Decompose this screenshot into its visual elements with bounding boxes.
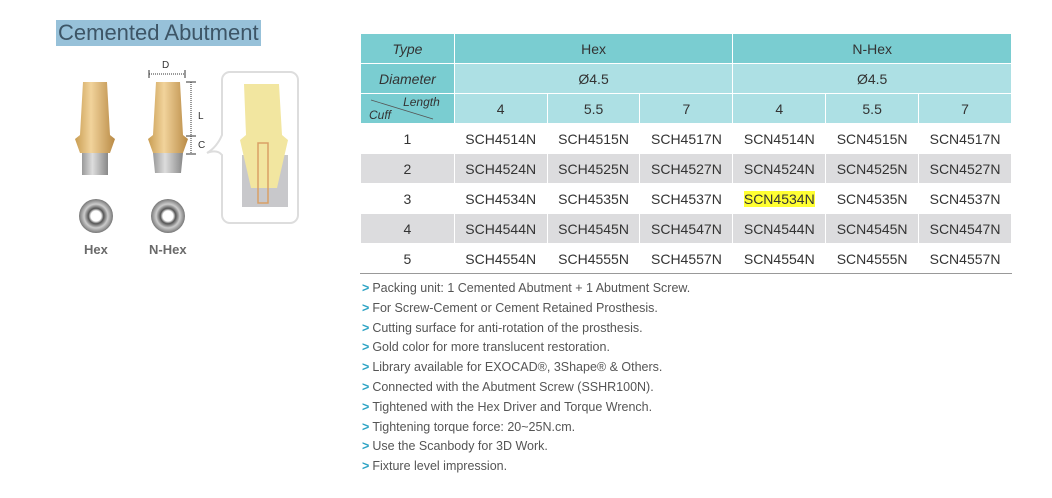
note-item xyxy=(362,398,690,418)
dim-c-label: C xyxy=(198,140,206,151)
note-text: Tightening torque force: 20~25N.cm. xyxy=(372,419,576,434)
type-n-hex: N-Hex xyxy=(733,34,1012,64)
product-code: SCH4547N xyxy=(651,220,722,237)
product-code-cell xyxy=(919,244,1012,274)
chevron-right-icon: > xyxy=(362,439,370,454)
product-code-cell xyxy=(454,154,547,184)
note-text: Use the Scanbody for 3D Work. xyxy=(372,439,548,454)
product-code: SCN4527N xyxy=(929,160,1001,177)
cuff-value: 2 xyxy=(361,154,455,184)
product-code: SCH4515N xyxy=(558,130,629,147)
table-row xyxy=(361,184,1012,214)
product-code: SCH4555N xyxy=(558,250,629,267)
product-code-cell xyxy=(733,124,826,154)
product-code-cell xyxy=(826,154,919,184)
product-code: SCN4515N xyxy=(836,130,908,147)
hex-abutment-image xyxy=(75,82,115,233)
note-text: Cutting surface for anti-rotation of the prosthesis. xyxy=(372,320,643,335)
product-code: SCH4537N xyxy=(651,190,722,207)
product-code: SCN4524N xyxy=(743,160,815,177)
note-item xyxy=(362,378,690,398)
n-hex-abutment-image xyxy=(148,82,188,233)
product-code: SCN4544N xyxy=(743,220,815,237)
product-code-cell xyxy=(640,214,733,244)
cuff-value: 4 xyxy=(361,214,455,244)
product-code-cell xyxy=(640,184,733,214)
note-text: Tightened with the Hex Driver and Torque Wrench. xyxy=(372,399,653,414)
product-code-cell xyxy=(640,154,733,184)
cuff-value: 3 xyxy=(361,184,455,214)
product-code-cell xyxy=(640,244,733,274)
chevron-right-icon: > xyxy=(362,300,370,315)
length-label: Length xyxy=(403,95,440,109)
length-header: 5.5 xyxy=(826,94,919,124)
product-code-cell xyxy=(454,124,547,154)
product-code: SCN4514N xyxy=(743,130,815,147)
note-text: Gold color for more translucent restoration. xyxy=(372,340,610,355)
diameter-hex: Ø4.5 xyxy=(454,64,733,94)
dim-d-label: D xyxy=(162,60,170,71)
note-text: Library available for EXOCAD®, 3Shape® & Others. xyxy=(372,360,663,375)
product-code-cell xyxy=(547,214,640,244)
product-code-cell xyxy=(826,184,919,214)
product-code: SCH4524N xyxy=(465,160,537,177)
product-code: SCN4545N xyxy=(836,220,908,237)
note-text: Connected with the Abutment Screw (SSHR100N). xyxy=(372,379,654,394)
product-code: SCN4557N xyxy=(929,250,1001,267)
cuff-length-header xyxy=(361,94,455,124)
chevron-right-icon: > xyxy=(362,340,370,355)
note-item xyxy=(362,457,690,477)
note-item xyxy=(362,358,690,378)
chevron-right-icon: > xyxy=(362,360,370,375)
chevron-right-icon: > xyxy=(362,320,370,335)
product-code-cell xyxy=(826,124,919,154)
product-code-cell xyxy=(547,184,640,214)
product-code-cell xyxy=(454,184,547,214)
length-header: 4 xyxy=(733,94,826,124)
product-code-cell xyxy=(733,154,826,184)
cuff-value: 1 xyxy=(361,124,455,154)
product-code: SCN4517N xyxy=(929,130,1001,147)
diameter-row xyxy=(361,64,1012,94)
diameter-n-hex: Ø4.5 xyxy=(733,64,1012,94)
product-code-cell xyxy=(547,124,640,154)
table-row xyxy=(361,124,1012,154)
chevron-right-icon: > xyxy=(362,399,370,414)
product-code: SCH4557N xyxy=(651,250,722,267)
n-hex-label: N-Hex xyxy=(149,242,187,257)
product-code-cell xyxy=(919,154,1012,184)
length-header: 7 xyxy=(919,94,1012,124)
product-code: SCN4537N xyxy=(929,190,1001,207)
cuff-value: 5 xyxy=(361,244,455,274)
product-code-cell xyxy=(733,184,826,214)
product-code-cell xyxy=(454,244,547,274)
note-item xyxy=(362,338,690,358)
note-item xyxy=(362,437,690,457)
product-code-cell xyxy=(826,244,919,274)
product-code-cell xyxy=(640,124,733,154)
product-code-cell xyxy=(919,214,1012,244)
table-row xyxy=(361,214,1012,244)
product-code: SCN4534N xyxy=(743,190,815,207)
product-code: SCN4547N xyxy=(929,220,1001,237)
note-item xyxy=(362,319,690,339)
product-code-cell xyxy=(733,214,826,244)
product-code: SCN4535N xyxy=(836,190,908,207)
product-code: SCN4554N xyxy=(743,250,815,267)
cross-section-callout xyxy=(207,72,298,223)
dim-l-label: L xyxy=(198,111,204,122)
chevron-right-icon: > xyxy=(362,459,370,474)
type-header: Type xyxy=(361,34,455,64)
chevron-right-icon: > xyxy=(362,419,370,434)
length-header: 5.5 xyxy=(547,94,640,124)
page-title: Cemented Abutment xyxy=(58,20,259,45)
product-code: SCH4544N xyxy=(465,220,537,237)
chevron-right-icon: > xyxy=(362,281,370,295)
product-code-cell xyxy=(919,184,1012,214)
type-hex: Hex xyxy=(454,34,733,64)
product-code: SCH4525N xyxy=(558,160,629,177)
diameter-header: Diameter xyxy=(361,64,455,94)
product-code: SCH4554N xyxy=(465,250,537,267)
note-item xyxy=(362,279,690,299)
product-code: SCH4545N xyxy=(558,220,629,237)
product-code-cell xyxy=(733,244,826,274)
product-code-cell xyxy=(919,124,1012,154)
product-table xyxy=(360,33,1012,274)
cuff-label: Cuff xyxy=(369,108,392,122)
length-header: 7 xyxy=(640,94,733,124)
product-code: SCH4535N xyxy=(558,190,629,207)
product-code: SCN4555N xyxy=(836,250,908,267)
note-text: Packing unit: 1 Cemented Abutment + 1 Abutment Screw. xyxy=(372,281,691,295)
chevron-right-icon: > xyxy=(362,379,370,394)
product-code: SCH4534N xyxy=(465,190,537,207)
type-row xyxy=(361,34,1012,64)
length-row xyxy=(361,94,1012,124)
product-code-cell xyxy=(826,214,919,244)
table-row xyxy=(361,244,1012,274)
note-text: Fixture level impression. xyxy=(372,459,508,474)
hex-label: Hex xyxy=(84,242,108,257)
product-code: SCH4514N xyxy=(465,130,537,147)
length-header: 4 xyxy=(454,94,547,124)
note-item xyxy=(362,418,690,438)
product-code: SCH4527N xyxy=(651,160,722,177)
abutment-illustration xyxy=(70,60,310,260)
product-code: SCH4517N xyxy=(651,130,722,147)
table-row xyxy=(361,154,1012,184)
product-code-cell xyxy=(547,244,640,274)
note-text: For Screw-Cement or Cement Retained Prosthesis. xyxy=(372,300,658,315)
product-code: SCN4525N xyxy=(836,160,908,177)
product-code-cell xyxy=(547,154,640,184)
product-code-cell xyxy=(454,214,547,244)
note-item xyxy=(362,299,690,319)
feature-notes xyxy=(362,279,690,477)
